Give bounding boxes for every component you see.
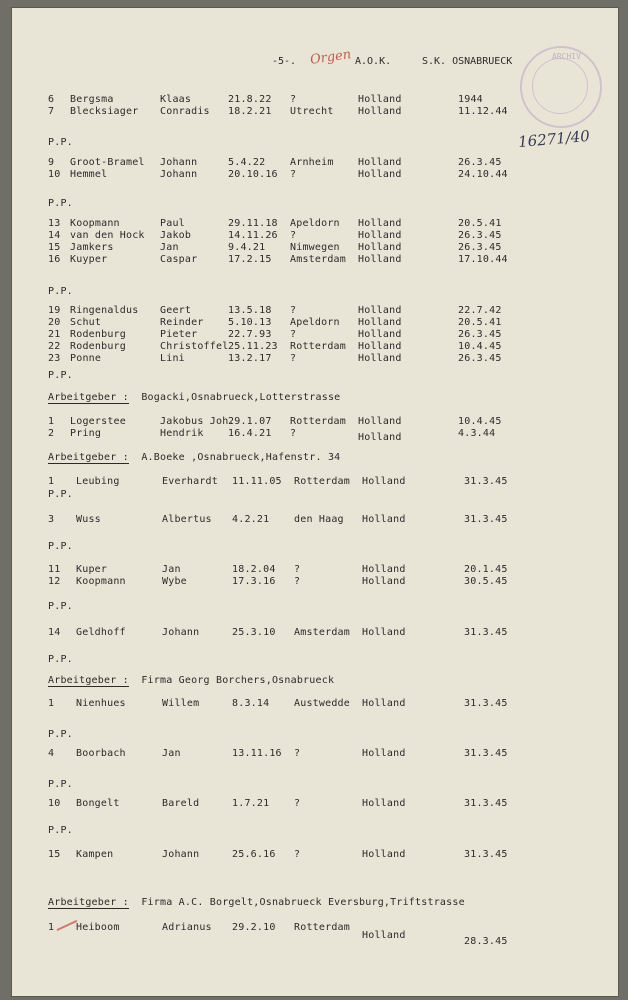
row-name: Geldhoff xyxy=(76,627,126,638)
row-n: 13 xyxy=(48,218,61,229)
row-country: Holland xyxy=(362,564,406,575)
row-first: Conradis xyxy=(160,106,210,117)
row-n: 15 xyxy=(48,849,61,860)
row-first: Klaas xyxy=(160,94,192,105)
row-place: ? xyxy=(294,849,301,860)
row-place: Utrecht xyxy=(290,106,334,117)
row-country: Holland xyxy=(362,798,406,809)
row-date: 18.2.21 xyxy=(228,106,272,117)
row-name: Kampen xyxy=(76,849,114,860)
employer-line xyxy=(48,897,465,908)
row-place: ? xyxy=(290,428,297,439)
row-end: 31.3.45 xyxy=(464,476,508,487)
row-first: Wybe xyxy=(162,576,187,587)
pp-marker: P.P. xyxy=(48,654,73,665)
archive-stamp xyxy=(520,46,602,128)
row-first: Johann xyxy=(162,627,200,638)
row-end: 31.3.45 xyxy=(464,849,508,860)
row-name: Bongelt xyxy=(76,798,120,809)
row-place: ? xyxy=(294,798,301,809)
pp-marker: P.P. xyxy=(48,729,73,740)
row-first: Jakobus Joh. xyxy=(160,416,235,427)
row-date: 9.4.21 xyxy=(228,242,266,253)
row-first: Willem xyxy=(162,698,200,709)
handwritten-name: Orgen xyxy=(309,47,353,68)
row-end: 31.3.45 xyxy=(464,627,508,638)
row-end: 31.3.45 xyxy=(464,514,508,525)
pp-marker: P.P. xyxy=(48,370,73,381)
row-end: 26.3.45 xyxy=(458,230,502,241)
row-end: 22.7.42 xyxy=(458,305,502,316)
row-country: Holland xyxy=(358,94,402,105)
row-country: Holland xyxy=(358,416,402,427)
row-name: Wuss xyxy=(76,514,101,525)
row-date: 25.6.16 xyxy=(232,849,276,860)
row-date: 14.11.26 xyxy=(228,230,278,241)
row-end: 26.3.45 xyxy=(458,353,502,364)
row-end: 1944 xyxy=(458,94,483,105)
row-country: Holland xyxy=(358,106,402,117)
row-n: 11 xyxy=(48,564,61,575)
row-date: 8.3.14 xyxy=(232,698,270,709)
row-name: Leubing xyxy=(76,476,120,487)
row-end: 26.3.45 xyxy=(458,329,502,340)
employer-label: Arbeitgeber : xyxy=(48,452,129,463)
row-n: 10 xyxy=(48,169,61,180)
row-name: Bergsma xyxy=(70,94,114,105)
pp-marker: P.P. xyxy=(48,137,73,148)
employer-line xyxy=(48,452,340,463)
row-place: Austwedde xyxy=(294,698,350,709)
row-date: 17.2.15 xyxy=(228,254,272,265)
row-n: 4 xyxy=(48,748,55,759)
row-n: 9 xyxy=(48,157,55,168)
row-date: 20.10.16 xyxy=(228,169,278,180)
row-n: 14 xyxy=(48,627,61,638)
row-name: Kuper xyxy=(76,564,108,575)
row-name: Groot-Bramel xyxy=(70,157,145,168)
row-name: van den Hock xyxy=(70,230,145,241)
pp-marker: P.P. xyxy=(48,286,73,297)
employer-label: Arbeitgeber : xyxy=(48,675,129,686)
row-n: 1 xyxy=(48,698,55,709)
pp-marker: P.P. xyxy=(48,198,73,209)
row-country: Holland xyxy=(358,432,402,443)
pp-marker: P.P. xyxy=(48,601,73,612)
row-name: Rodenburg xyxy=(70,329,126,340)
row-country: Holland xyxy=(358,305,402,316)
row-first: Jan xyxy=(160,242,179,253)
row-n: 2 xyxy=(48,428,55,439)
row-country: Holland xyxy=(362,476,406,487)
row-end: 20.5.41 xyxy=(458,317,502,328)
row-date: 16.4.21 xyxy=(228,428,272,439)
employer-name: Firma Georg Borchers,Osnabrueck xyxy=(141,675,335,686)
row-place: ? xyxy=(290,230,297,241)
row-end: 10.4.45 xyxy=(458,341,502,352)
row-n: 20 xyxy=(48,317,61,328)
row-place: ? xyxy=(294,564,301,575)
row-place: Rotterdam xyxy=(294,922,350,933)
row-end: 26.3.45 xyxy=(458,157,502,168)
row-place: Rotterdam xyxy=(294,476,350,487)
employer-line xyxy=(48,675,334,686)
row-date: 29.2.10 xyxy=(232,922,276,933)
row-date: 4.2.21 xyxy=(232,514,270,525)
row-first: Johann xyxy=(162,849,200,860)
row-first: Albertus xyxy=(162,514,212,525)
row-country: Holland xyxy=(358,341,402,352)
employer-label: Arbeitgeber : xyxy=(48,897,129,908)
row-place: ? xyxy=(294,576,301,587)
row-country: Holland xyxy=(362,627,406,638)
row-name: Blecksiager xyxy=(70,106,139,117)
row-date: 25.3.10 xyxy=(232,627,276,638)
row-date: 29.11.18 xyxy=(228,218,278,229)
row-first: Geert xyxy=(160,305,192,316)
row-first: Hendrik xyxy=(160,428,204,439)
row-place: ? xyxy=(290,94,297,105)
row-n: 12 xyxy=(48,576,61,587)
row-name: Koopmann xyxy=(76,576,126,587)
pp-marker: P.P. xyxy=(48,541,73,552)
row-name: Heiboom xyxy=(76,922,120,933)
row-first: Adrianus xyxy=(162,922,212,933)
row-first: Christoffel xyxy=(160,341,229,352)
row-name: Schut xyxy=(70,317,102,328)
row-place: Amsterdam xyxy=(294,627,350,638)
row-first: Paul xyxy=(160,218,185,229)
row-n: 19 xyxy=(48,305,61,316)
row-n: 23 xyxy=(48,353,61,364)
row-country: Holland xyxy=(358,317,402,328)
row-name: Koopmann xyxy=(70,218,120,229)
row-first: Bareld xyxy=(162,798,200,809)
row-place: Apeldorn xyxy=(290,218,340,229)
row-country: Holland xyxy=(358,353,402,364)
employer-name: Firma A.C. Borgelt,Osnabrueck Eversburg,Triftstrasse xyxy=(141,897,465,908)
row-date: 13.2.17 xyxy=(228,353,272,364)
row-name: Jamkers xyxy=(70,242,114,253)
row-first: Pieter xyxy=(160,329,198,340)
row-n: 3 xyxy=(48,514,55,525)
row-n: 16 xyxy=(48,254,61,265)
row-date: 13.5.18 xyxy=(228,305,272,316)
stamp-text: ARCHIV xyxy=(552,52,581,61)
row-name: Kuyper xyxy=(70,254,108,265)
row-date: 29.1.07 xyxy=(228,416,272,427)
row-place: ? xyxy=(294,748,301,759)
row-end: 31.3.45 xyxy=(464,798,508,809)
row-country: Holland xyxy=(362,698,406,709)
row-country: Holland xyxy=(358,242,402,253)
row-date: 17.3.16 xyxy=(232,576,276,587)
row-country: Holland xyxy=(358,230,402,241)
row-date: 5.4.22 xyxy=(228,157,266,168)
pp-marker: P.P. xyxy=(48,489,73,500)
row-place: Arnheim xyxy=(290,157,334,168)
pp-marker: P.P. xyxy=(48,825,73,836)
row-name: Ponne xyxy=(70,353,102,364)
employer-line xyxy=(48,392,340,403)
row-end: 11.12.44 xyxy=(458,106,508,117)
page-number: -5-. xyxy=(272,56,297,67)
row-country: Holland xyxy=(358,218,402,229)
row-end: 31.3.45 xyxy=(464,698,508,709)
row-end: 20.5.41 xyxy=(458,218,502,229)
row-country: Holland xyxy=(362,930,406,941)
employer-name: A.Boeke ,Osnabrueck,Hafenstr. 34 xyxy=(141,452,341,463)
row-country: Holland xyxy=(358,329,402,340)
row-date: 13.11.16 xyxy=(232,748,282,759)
row-n: 14 xyxy=(48,230,61,241)
row-name: Nienhues xyxy=(76,698,126,709)
row-n: 7 xyxy=(48,106,55,117)
row-place: ? xyxy=(290,329,297,340)
row-place: Rotterdam xyxy=(290,341,346,352)
row-place: Apeldorn xyxy=(290,317,340,328)
row-place: Amsterdam xyxy=(290,254,346,265)
row-name: Pring xyxy=(70,428,102,439)
row-date: 5.10.13 xyxy=(228,317,272,328)
row-end: 17.10.44 xyxy=(458,254,508,265)
archive-number: 16271/40 xyxy=(517,126,591,152)
row-country: Holland xyxy=(362,748,406,759)
row-end: 24.10.44 xyxy=(458,169,508,180)
row-date: 21.8.22 xyxy=(228,94,272,105)
row-end: 31.3.45 xyxy=(464,748,508,759)
row-country: Holland xyxy=(358,157,402,168)
row-date: 11.11.05 xyxy=(232,476,282,487)
row-n: 6 xyxy=(48,94,55,105)
row-first: Lini xyxy=(160,353,185,364)
header-org: A.O.K. xyxy=(355,56,392,67)
row-end: 26.3.45 xyxy=(458,242,502,253)
row-n: 15 xyxy=(48,242,61,253)
row-first: Everhardt xyxy=(162,476,218,487)
employer-name: Bogacki,Osnabrueck,Lotterstrasse xyxy=(141,392,341,403)
row-n: 21 xyxy=(48,329,61,340)
row-country: Holland xyxy=(358,169,402,180)
row-first: Jan xyxy=(162,564,181,575)
row-date: 25.11.23 xyxy=(228,341,278,352)
row-place: ? xyxy=(290,305,297,316)
employer-label: Arbeitgeber : xyxy=(48,392,129,403)
row-date: 18.2.04 xyxy=(232,564,276,575)
row-first: Jakob xyxy=(160,230,192,241)
row-first: Johann xyxy=(160,169,198,180)
row-country: Holland xyxy=(362,849,406,860)
row-n: 1 xyxy=(48,476,55,487)
row-place: den Haag xyxy=(294,514,344,525)
pp-marker: P.P. xyxy=(48,779,73,790)
row-end: 10.4.45 xyxy=(458,416,502,427)
row-n: 10 xyxy=(48,798,61,809)
row-end: 20.1.45 xyxy=(464,564,508,575)
row-country: Holland xyxy=(362,576,406,587)
stamp-inner-ring xyxy=(532,58,588,114)
row-date: 22.7.93 xyxy=(228,329,272,340)
row-name: Hemmel xyxy=(70,169,108,180)
header-sk: S.K. OSNABRUECK xyxy=(422,56,513,67)
row-end: 30.5.45 xyxy=(464,576,508,587)
row-country: Holland xyxy=(358,254,402,265)
row-first: Jan xyxy=(162,748,181,759)
row-first: Reinder xyxy=(160,317,204,328)
row-place: ? xyxy=(290,353,297,364)
row-first: Johann xyxy=(160,157,198,168)
row-end: 4.3.44 xyxy=(458,428,496,439)
row-country: Holland xyxy=(362,514,406,525)
row-n: 1 xyxy=(48,922,55,933)
row-name: Logerstee xyxy=(70,416,126,427)
row-place: Rotterdam xyxy=(290,416,346,427)
row-place: Nimwegen xyxy=(290,242,340,253)
row-name: Rodenburg xyxy=(70,341,126,352)
row-name: Ringenaldus xyxy=(70,305,139,316)
row-name: Boorbach xyxy=(76,748,126,759)
row-place: ? xyxy=(290,169,297,180)
row-date: 1.7.21 xyxy=(232,798,270,809)
row-first: Caspar xyxy=(160,254,198,265)
row-n: 22 xyxy=(48,341,61,352)
row-end: 28.3.45 xyxy=(464,936,508,947)
row-n: 1 xyxy=(48,416,55,427)
